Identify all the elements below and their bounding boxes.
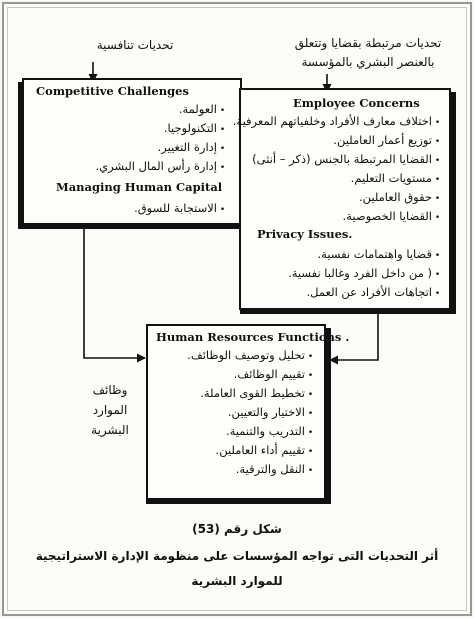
list-item: •توزيع أعمار العاملين. xyxy=(333,133,441,147)
employee-concerns-box xyxy=(232,88,451,310)
employee-list-before xyxy=(232,112,443,226)
list-item: •النقل والترقية. xyxy=(235,462,314,476)
list-item: •تخطيط القوى العاملة. xyxy=(200,386,314,400)
side-label-line1: وظائف xyxy=(92,383,128,397)
competitive-challenges-box xyxy=(22,78,242,225)
list-item: •القضايا الخصوصية. xyxy=(342,209,441,223)
employee-box-title: Employee Concerns xyxy=(293,96,420,110)
figure-caption-line1: أثر التحديات التى تواجه المؤسسات على منظومة الإدارة الاستراتيجية xyxy=(35,549,439,563)
list-item: •العولمة. xyxy=(178,102,226,116)
figure-number: شكل رقم (53) xyxy=(192,522,282,536)
list-item: •إدارة التغيير. xyxy=(157,140,226,154)
list-item: •قضايا واهتمامات نفسية. xyxy=(317,247,441,261)
list-item: •تقييم أداء العاملين. xyxy=(215,443,314,457)
competitive-list xyxy=(28,100,228,176)
figure-caption-line2: للموارد البشرية xyxy=(191,574,283,588)
arrow-competitive-to-hr xyxy=(84,224,145,358)
privacy-issues-term: Privacy Issues. xyxy=(257,227,353,241)
competitive-list-last xyxy=(28,199,228,218)
list-item: •اتجاهات الأفراد عن العمل. xyxy=(306,285,441,299)
list-item: •تحليل وتوصيف الوظائف. xyxy=(187,348,314,362)
side-label-line2: الموارد xyxy=(92,403,128,417)
hr-functions-list xyxy=(150,346,316,479)
list-item: •( من داخل الفرد وغالبا نفسية. xyxy=(288,266,441,280)
list-item: •مستويات التعليم. xyxy=(350,171,441,185)
hr-functions-box xyxy=(146,324,350,500)
side-label-line3: البشرية xyxy=(91,423,129,437)
list-item: •القضايا المرتبطة بالجنس (ذكر – أنثى) xyxy=(252,152,441,166)
list-item: •إدارة رأس المال البشري. xyxy=(95,159,226,173)
employee-heading-line2: بالعنصر البشري بالمؤسسة xyxy=(301,55,435,69)
list-item: •الاستجابة للسوق. xyxy=(134,201,226,215)
list-item: •اختلاف معارف الأفراد وخلفياتهم المعرفية. xyxy=(232,114,441,128)
list-item: •حقوق العاملين. xyxy=(358,190,441,204)
employee-list-after xyxy=(243,245,443,302)
hr-box-title: Human Resources Functions . xyxy=(156,330,350,344)
competitive-heading: تحديات تنافسية xyxy=(96,38,174,52)
list-item: •تقييم الوظائف. xyxy=(233,367,314,381)
list-item: •التكنولوجيا. xyxy=(163,121,226,135)
list-item: •الاختيار والتعيين. xyxy=(227,405,314,419)
hr-side-label xyxy=(80,380,140,440)
managing-human-capital-term: Managing Human Capital xyxy=(56,180,223,194)
list-item: •التدريب والتنمية. xyxy=(225,424,314,438)
employee-heading-line1: تحديات مرتبطة بقضايا وتتعلق xyxy=(294,36,442,50)
competitive-box-title: Competitive Challenges xyxy=(36,84,189,98)
